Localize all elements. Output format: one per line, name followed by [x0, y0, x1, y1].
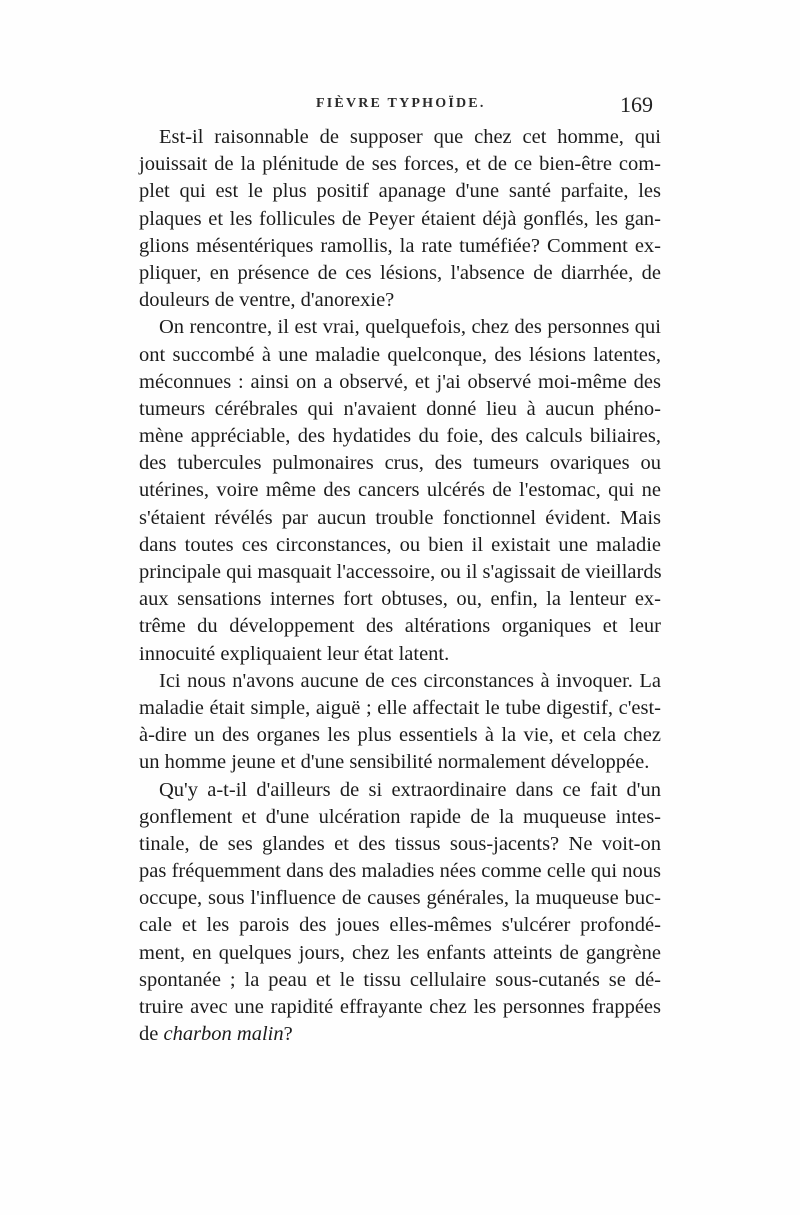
text-line: méconnues : ainsi on a observé, et j'ai observé moi-même des	[139, 370, 661, 393]
running-title: FIÈVRE TYPHOÏDE.	[316, 96, 486, 111]
text-line: spontanée ; la peau et le tissu cellulaire sous-cutanés se dé-	[139, 968, 661, 991]
paragraph-2	[139, 314, 661, 667]
text-line: dans toutes ces circonstances, ou bien il existait une maladie	[139, 533, 661, 556]
paragraph-1	[139, 124, 661, 314]
text-line: plaques et les follicules de Peyer étaient déjà gonflés, les gan-	[139, 207, 661, 230]
text-line: maladie était simple, aiguë ; elle affectait le tube digestif, c'est-	[139, 696, 661, 719]
text-line: glions mésentériques ramollis, la rate tuméfiée? Comment ex-	[139, 234, 661, 257]
text-line: On rencontre, il est vrai, quelquefois, chez des personnes qui	[159, 316, 661, 339]
text-line: tinale, de ses glandes et des tissus sous-jacents? Ne voit-on	[139, 832, 661, 855]
italic-term: charbon malin	[163, 1023, 284, 1046]
text-line: plet qui est le plus positif apanage d'une santé parfaite, les	[139, 180, 661, 203]
paragraph-3	[139, 668, 661, 777]
text-line: gonflement et d'une ulcération rapide de la muqueuse intes-	[139, 805, 661, 828]
text-line: Ici nous n'avons aucune de ces circonstances à invoquer. La	[159, 669, 661, 692]
text-line: un homme jeune et d'une sensibilité normalement développée.	[139, 751, 650, 774]
final-prefix: de	[139, 1023, 164, 1046]
text-line: douleurs de ventre, d'anorexie?	[139, 289, 395, 312]
text-line: pliquer, en présence de ces lésions, l'absence de diarrhée, de	[139, 261, 661, 284]
text-line: occupe, sous l'influence de causes générales, la muqueuse buc-	[139, 887, 661, 910]
body-text	[139, 124, 661, 1048]
text-line: trême du développement des altérations organiques et leur	[139, 615, 661, 638]
page-number: 169	[620, 92, 653, 117]
final-line	[139, 1021, 661, 1048]
text-line: utérines, voire même des cancers ulcérés de l'estomac, qui ne	[139, 479, 661, 502]
text-line: pas fréquemment dans des maladies nées comme celle qui nous	[139, 860, 661, 883]
text-line: aux sensations internes fort obtuses, ou, enfin, la lenteur ex-	[139, 588, 661, 611]
text-line: cale et les parois des joues elles-mêmes s'ulcérer profondé-	[139, 914, 661, 937]
text-line: ment, en quelques jours, chez les enfants atteints de gangrène	[139, 941, 661, 964]
text-line: à-dire un des organes les plus essentiels à la vie, et cela chez	[139, 724, 661, 747]
text-line: Qu'y a-t-il d'ailleurs de si extraordinaire dans ce fait d'un	[159, 778, 661, 801]
running-head	[0, 92, 800, 122]
text-line: tumeurs cérébrales qui n'avaient donné lieu à aucun phéno-	[139, 397, 661, 420]
text-line: mène appréciable, des hydatides du foie, des calculs biliaires,	[139, 425, 661, 448]
final-suffix: ?	[283, 1023, 293, 1046]
paragraph-4	[139, 777, 661, 1049]
text-line: innocuité expliquaient leur état latent.	[139, 642, 450, 665]
text-line: ont succombé à une maladie quelconque, des lésions latentes,	[139, 343, 661, 366]
text-line: principale qui masquait l'accessoire, ou il s'agissait de vieillards	[139, 561, 662, 583]
text-line: s'étaient révélés par aucun trouble fonctionnel évident. Mais	[139, 506, 661, 529]
text-line: jouissait de la plénitude de ses forces, et de ce bien-être com-	[139, 153, 661, 176]
text-line: des tubercules pulmonaires crus, des tumeurs ovariques ou	[139, 452, 661, 475]
text-line: truire avec une rapidité effrayante chez les personnes frappées	[139, 996, 661, 1018]
text-line: Est-il raisonnable de supposer que chez cet homme, qui	[159, 126, 661, 148]
